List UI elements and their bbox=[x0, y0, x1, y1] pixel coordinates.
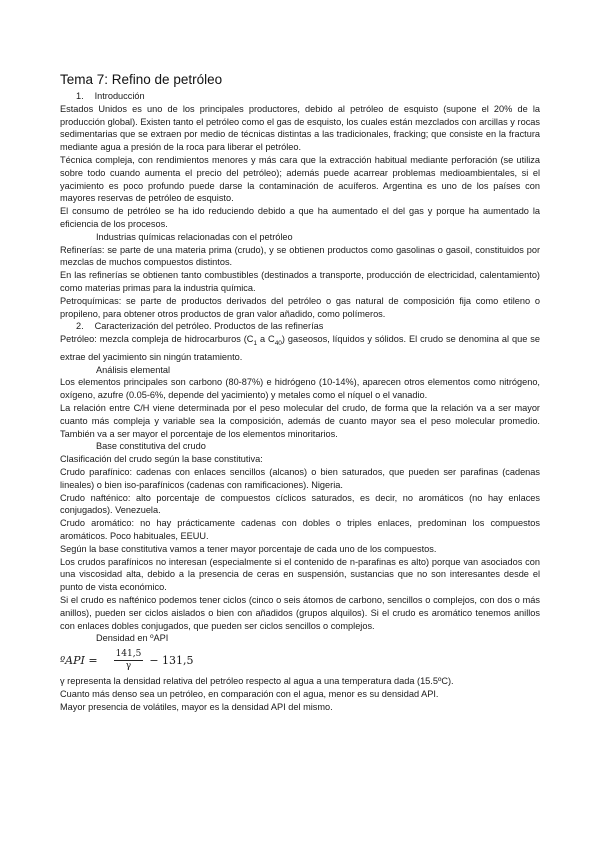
api-formula bbox=[60, 646, 540, 674]
paragraph: Petroquímicas: se parte de productos derivados del petróleo o gas natural de composición fija como etileno o propileno, para obtener otros productos de gran valor añadido, como polímeros. bbox=[60, 295, 540, 319]
paragraph: γ representa la densidad relativa del petróleo respecto al agua a una temperatura dada (15.5ºC). bbox=[60, 676, 454, 687]
paragraph: Estados Unidos es uno de los principales productores, debido al petróleo de esquisto (supone el 20% de la producción global). Existen tanto el petróleo como el gas de esquisto, los cuales están mezclados con arcillas y rocas sedimentarias que se extraen por medio de técnicas distintas a las tradicionales, fracking; que consiste en la fractura mediante agua a presión de la roca para liberar el petróleo. bbox=[60, 103, 540, 153]
paragraph: Si el crudo es nafténico podemos tener ciclos (cinco o seis átomos de carbono, sencillos o complejos, con dos o más anillos), pueden ser ciclos aislados o bien con añadidos (grupos alquilos). Si el crudo es aromático tenemos anillos con enlaces dobles conjugados, que pueden ser ciclos sencillos o complejos. bbox=[60, 594, 540, 631]
page-title: Tema 7: Refino de petróleo bbox=[60, 72, 223, 87]
paragraph: Clasificación del crudo según la base constitutiva: bbox=[60, 454, 263, 465]
subheading: Densidad en ºAPI bbox=[96, 633, 169, 644]
text-run: ) gaseosos, líquidos y sólidos. El crudo se denomina al que se extrae del yacimiento sin ningún tratamiento. bbox=[60, 334, 540, 362]
paragraph: Los crudos parafínicos no interesan (especialmente si el contenido de n-parafinas es alto) porque van asociados con una viscosidad alta, debido a la presencia de ceras en suspensión, sustancias que no son interesantes desde el punto de vista económico. bbox=[60, 556, 540, 593]
paragraph: Refinerías: se parte de una materia prima (crudo), y se obtienen productos como gasolinas o gasoil, constituidos por mezclas de muchos compuestos distintos. bbox=[60, 244, 540, 268]
paragraph: Los elementos principales son carbono (80-87%) e hidrógeno (10-14%), aparecen otros elementos como nitrógeno, oxígeno, azufre (0.05-6%, depende del yacimiento) y metales como el níquel o el vanadio. bbox=[60, 377, 540, 401]
paragraph: Mayor presencia de volátiles, mayor es la densidad API del mismo. bbox=[60, 701, 333, 712]
section-1-heading bbox=[60, 90, 540, 103]
fraction-numerator: 141,5 bbox=[115, 648, 142, 659]
subscript: 1 bbox=[253, 339, 258, 347]
section-label: Caracterización del petróleo. Productos de las refinerías bbox=[94, 321, 324, 332]
section-number: 2. bbox=[76, 321, 84, 332]
paragraph: Según la base constitutiva vamos a tener mayor porcentaje de cada uno de los compuestos. bbox=[60, 543, 437, 554]
fraction-denominator: γ bbox=[125, 660, 132, 671]
subscript: 40 bbox=[274, 339, 282, 347]
paragraph: Crudo parafínico: cadenas con enlaces sencillos (alcanos) o bien saturados, que pueden ser parafinas (cadenas lineales) o bien iso-parafínicos (cadenas con ramificaciones). Nigeria. bbox=[60, 466, 540, 490]
paragraph: La relación entre C/H viene determinada por el peso molecular del crudo, de forma que la relación va a ser mayor cuanto más compleja y variable sea la composición, además de cuanto mayor sea el peso molecular promedio. También va a ser mayor el porcentaje de los elementos minoritarios. bbox=[60, 402, 540, 439]
paragraph: El consumo de petróleo se ha ido reduciendo debido a que ha aumentado el del gas y porque ha aumentado la eficiencia de los procesos. bbox=[60, 206, 540, 229]
formula-lhs: ºAPI = bbox=[60, 653, 98, 667]
paragraph: Crudo aromático: no hay prácticamente cadenas con dobles o triples enlaces, predominan los compuestos aromáticos. Poco habituales, EEUU. bbox=[60, 518, 540, 541]
paragraph: Técnica compleja, con rendimientos menores y más cara que la extracción habitual mediante perforación (se utiliza sobre todo cuando aumenta el precio del petróleo); además puede acarrear problemas medioambientales, si el yacimiento es poco profundo puede darse la contaminación de acuíferos. Argentina es uno de los países con mayores reservas de petróleo de esquisto. bbox=[60, 154, 540, 204]
formula-fraction bbox=[114, 649, 144, 672]
subheading: Industrias químicas relacionadas con el petróleo bbox=[96, 231, 293, 242]
formula-rest: − 131,5 bbox=[149, 653, 194, 667]
paragraph: Crudo nafténico: alto porcentaje de compuestos cíclicos saturados, es decir, no aromáticos (no hay enlaces conjugados). Venezuela. bbox=[60, 492, 540, 516]
section-label: Introducción bbox=[94, 91, 145, 101]
section-number: 1. bbox=[76, 91, 84, 101]
text-run: Petróleo: mezcla compleja de hidrocarburos (C bbox=[60, 334, 254, 345]
paragraph: Cuanto más denso sea un petróleo, en comparación con el agua, menor es su densidad API. bbox=[60, 688, 439, 699]
section-2-heading bbox=[60, 320, 540, 333]
text-run: a C bbox=[257, 334, 275, 345]
paragraph: En las refinerías se obtienen tanto combustibles (destinados a transporte, producción de electricidad, calentamiento) como materias primas para la industria química. bbox=[60, 270, 540, 293]
subheading: Análisis elemental bbox=[96, 364, 171, 375]
paragraph bbox=[60, 333, 540, 363]
subheading: Base constitutiva del crudo bbox=[96, 441, 206, 452]
